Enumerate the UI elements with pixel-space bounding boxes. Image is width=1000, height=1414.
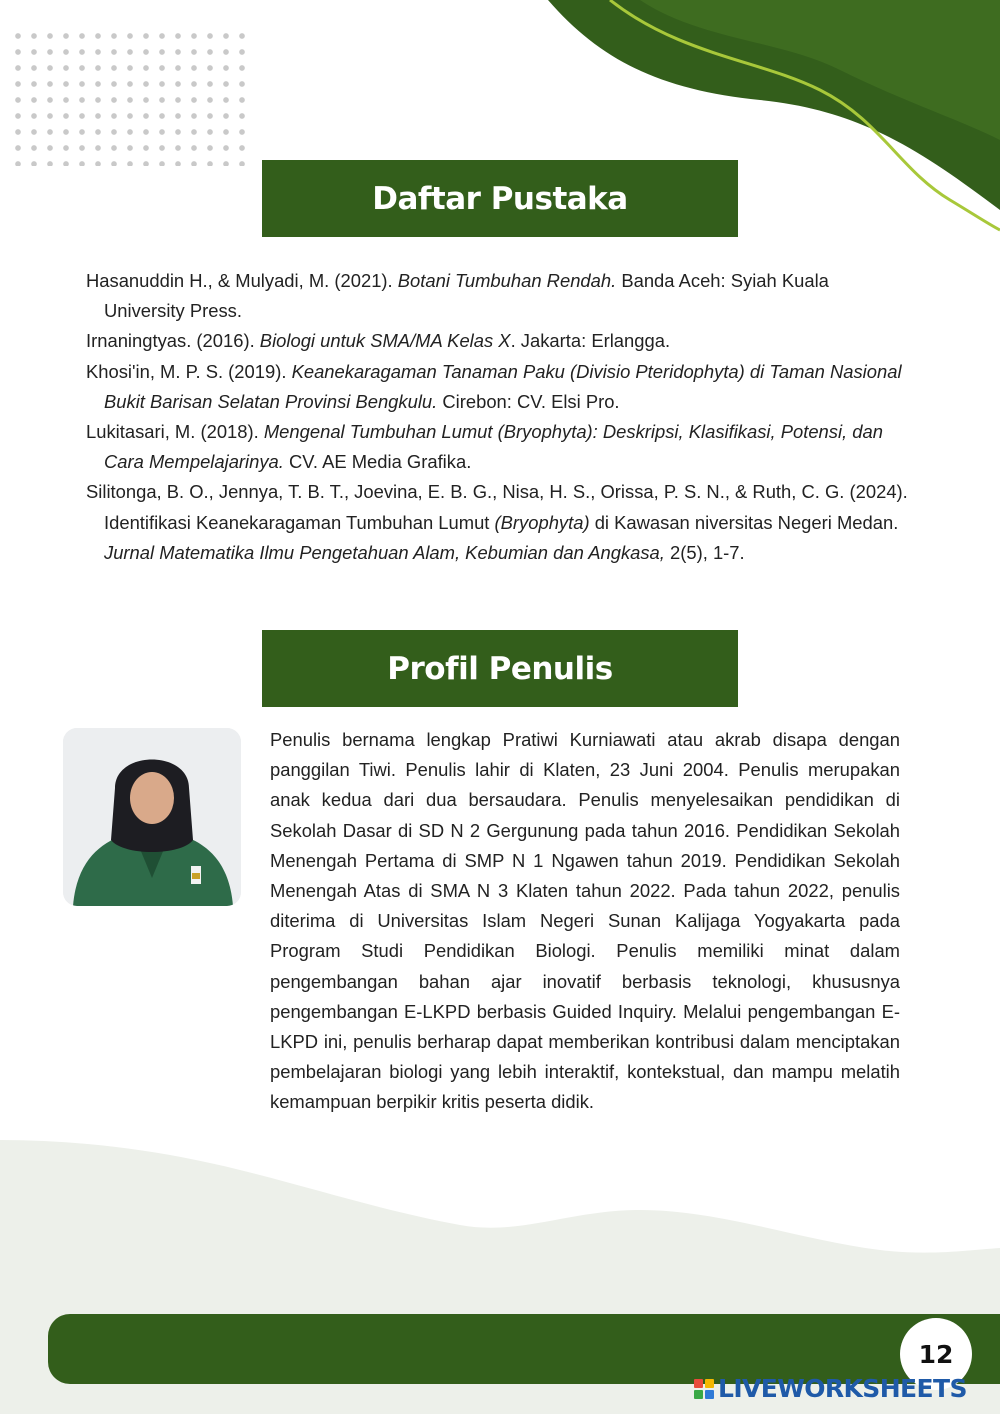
reference-item: Lukitasari, M. (2018). Mengenal Tumbuhan Lumut (Bryophyta): Deskripsi, Klasifikasi, Potensi, dan Cara Mempelajarinya. CV. AE Media Grafika. [86, 421, 883, 473]
reference-item: Khosi'in, M. P. S. (2019). Keanekaragaman Tanaman Paku (Divisio Pteridophyta) di Taman Nasional Bukit Barisan Selatan Provinsi Bengkulu. Cirebon: CV. Elsi Pro. [86, 360, 902, 412]
author-portrait-icon [63, 728, 241, 906]
dot-pattern [10, 28, 250, 166]
reference-list [86, 266, 912, 568]
reference-item: Silitonga, B. O., Jennya, T. B. T., Joevina, E. B. G., Nisa, H. S., Orissa, P. S. N., & Ruth, C. G. (2024). Identifikasi Keanekaragaman Tumbuhan Lumut (Bryophyta) di Kawasan niversitas Negeri Medan. Jurnal Matematika Ilmu Pengetahuan Alam, Kebumian dan Angkasa, 2(5), 1-7. [86, 481, 908, 563]
author-photo [63, 728, 241, 906]
profile-heading: Profil Penulis [262, 630, 738, 707]
reference-item: Hasanuddin H., & Mulyadi, M. (2021). Botani Tumbuhan Rendah. Banda Aceh: Syiah Kuala University Press. [86, 270, 829, 322]
page-number: 12 [900, 1318, 972, 1390]
liveworksheets-logo-icon [694, 1379, 714, 1399]
references-heading: Daftar Pustaka [262, 160, 738, 237]
reference-item: Irnaningtyas. (2016). Biologi untuk SMA/MA Kelas X. Jakarta: Erlangga. [86, 330, 671, 352]
watermark-text: LIVEWORKSHEETS [718, 1374, 967, 1403]
liveworksheets-watermark[interactable] [694, 1376, 967, 1402]
author-bio: Penulis bernama lengkap Pratiwi Kurniawati atau akrab disapa dengan panggilan Tiwi. Penulis lahir di Klaten, 23 Juni 2004. Penulis merupakan anak kedua dari dua bersaudara. Penulis menyelesaikan pendidikan di Sekolah Dasar di SD N 2 Gergunung pada tahun 2016. Pendidikan Sekolah Menengah Pertama di SMP N 1 Ngawen tahun 2019. Pendidikan Sekolah Menengah Atas di SMA N 3 Klaten tahun 2022. Pada tahun 2022, penulis diterima di Universitas Islam Negeri Sunan Kalijaga Yogyakarta pada Program Studi Pendidikan Biologi. Penulis memiliki minat dalam pengembangan bahan ajar inovatif berbasis teknologi, khususnya pengembangan E-LKPD berbasis Guided Inquiry. Melalui pengembangan E-LKPD ini, penulis berharap dapat memberikan kontribusi dalam menciptakan pembelajaran biologi yang lebih interaktif, kontekstual, dan mampu melatih kemampuan berpikir kritis peserta didik. [270, 729, 900, 1113]
